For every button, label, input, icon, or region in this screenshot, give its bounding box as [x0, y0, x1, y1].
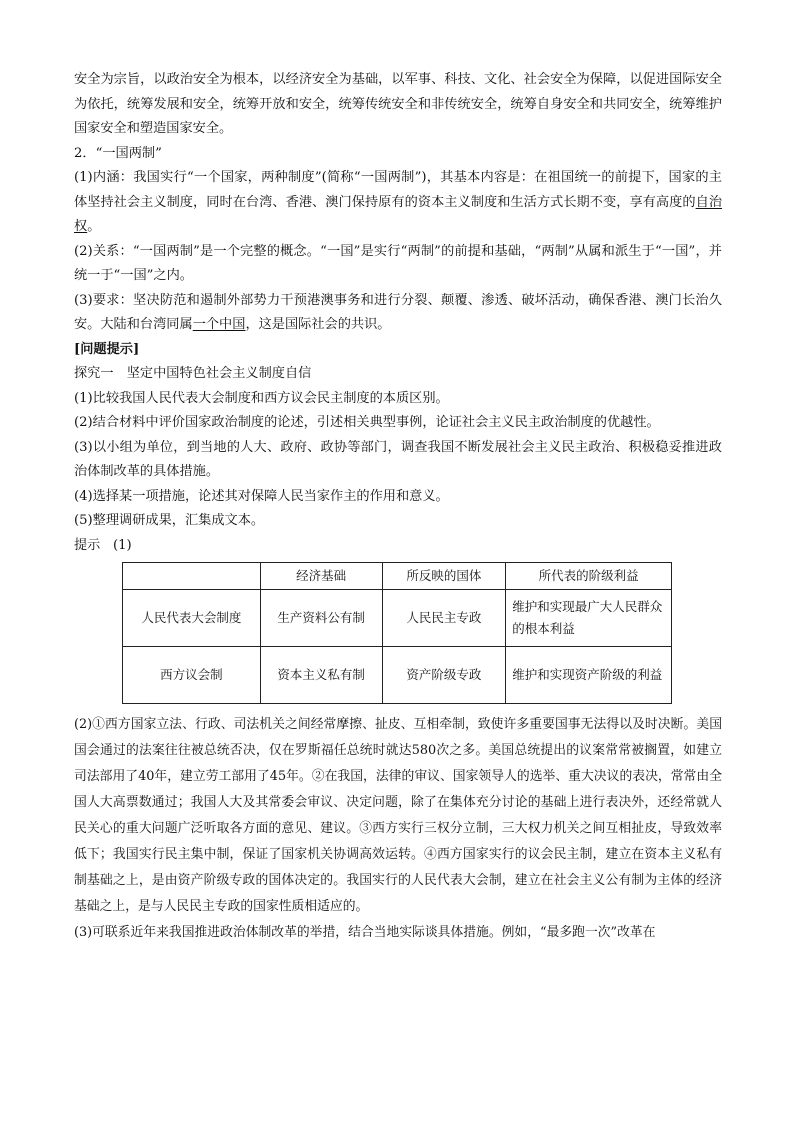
question-item: (4)选择某一项措施，论述其对保障人民当家作主的作用和意义。 — [74, 488, 449, 504]
answer-3: (3)可联系近年来我国推进政治体制改革的举措，结合当地实际谈具体措施。例如，“最多跑一次”改革在 — [74, 925, 656, 940]
table-cell: 资本主义私有制 — [260, 647, 382, 704]
hint-heading: [问题提示] — [74, 341, 140, 357]
question-item: (2)结合材料中评价国家政治制度的论述，引述相关典型事例，论证社会主义民主政治制度的优越性。 — [74, 415, 660, 430]
table-header-cell: 经济基础 — [260, 563, 382, 590]
table-cell: 人民代表大会制度 — [123, 590, 261, 647]
autonomy-underlined: 自治权 — [74, 194, 723, 234]
table-row — [123, 647, 672, 704]
item-requirement — [74, 289, 722, 338]
table-cell: 资产阶级专政 — [382, 647, 506, 704]
section-title: 2．“一国两制” — [74, 145, 162, 161]
table-cell: 维护和实现资产阶级的利益 — [506, 647, 672, 704]
tip-line — [74, 534, 722, 559]
item-requirement-end: ，这是国际社会的共识。 — [245, 317, 391, 332]
answer-2: (2)①西方国家立法、行政、司法机关之间经常摩擦、扯皮、互相牵制，致使许多重要国事无法得以及时决断。美国国会通过的法案往往被总统否决，仅在罗斯福任总统时就达580次之多。美国总统提出的议案常常被搁置，如建立司法部用了40年，建立劳工部用了45年。②在我国，法律的审议、国家领导人的选举、重大决议的表决，常常由全国人大高票数通过；我国人大及其常委会审议、决定问题，除了在集体充分讨论的基础上进行表决外，还经常就人民关心的重大问题广泛听取各方面的意见、建议。③西方实行三权分立制，三大权力机关之间互相扯皮，导致效率低下；我国实行民主集中制，保证了国家机关协调高效运转。④西方国家实行的议会民主制，建立在资本主义私有制基础之上，是由资产阶级专政的国体决定的。我国实行的人民代表大会制，建立在社会主义公有制为主体的经济基础之上，是与人民民主专政的国家性质相适应的。 — [74, 717, 722, 914]
question-item: (3)以小组为单位，到当地的人大、政府、政协等部门，调查我国不断发展社会主义民主政治、积极稳妥推进政治体制改革的具体措施。 — [74, 439, 722, 479]
one-china-underlined: 一个中国 — [192, 317, 246, 332]
table-row — [123, 590, 672, 647]
item-relation: (2)关系：“一国两制”是一个完整的概念。“一国”是实行“两制”的前提和基础，“两制”从属和派生于“一国”，并统一于“一国”之内。 — [74, 243, 722, 283]
table-cell: 西方议会制 — [123, 647, 261, 704]
table-header-row — [123, 563, 672, 590]
tip-label: 提示 — [74, 537, 101, 553]
security-paragraph: 安全为宗旨，以政治安全为根本，以经济安全为基础，以军事、科技、文化、社会安全为保障，以促进国际安全为依托，统筹发展和安全，统筹开放和安全，统筹传统安全和非传统安全，统筹自身安全和共同安全，统筹维护国家安全和塑造国家安全。 — [74, 72, 722, 136]
table-header-cell: 所反映的国体 — [382, 563, 506, 590]
table-cell: 人民民主专政 — [382, 590, 506, 647]
table-header-cell — [123, 563, 261, 590]
question-item: (5)整理调研成果，汇集成文本。 — [74, 513, 265, 528]
question-item: (1)比较我国人民代表大会制度和西方议会民主制度的本质区别。 — [74, 390, 449, 406]
comparison-table — [122, 562, 672, 704]
table-cell: 生产资料公有制 — [260, 590, 382, 647]
tip-number: (1) — [112, 537, 132, 553]
table-cell: 维护和实现最广大人民群众的根本利益 — [506, 590, 672, 647]
item-connotation-text: (1)内涵：我国实行“一个国家，两种制度”(简称“一国两制”)，其基本内容是：在祖国统一的前提下，国家的主体坚持社会主义制度，同时在台湾、香港、澳门保持原有的资本主义制度和生活方式长期不变，享有高度的 — [74, 170, 722, 210]
item-connotation — [74, 166, 722, 240]
explore-title: 探究一 坚定中国特色社会主义制度自信 — [74, 366, 312, 381]
table-header-cell: 所代表的阶级利益 — [506, 563, 672, 590]
item-connotation-end: 。 — [87, 219, 101, 234]
document-page — [74, 68, 722, 946]
item-requirement-text: (3)要求：坚决防范和遏制外部势力干预港澳事务和进行分裂、颠覆、渗透、破坏活动，确保香港、澳门长治久安。大陆和台湾同属 — [74, 292, 722, 332]
